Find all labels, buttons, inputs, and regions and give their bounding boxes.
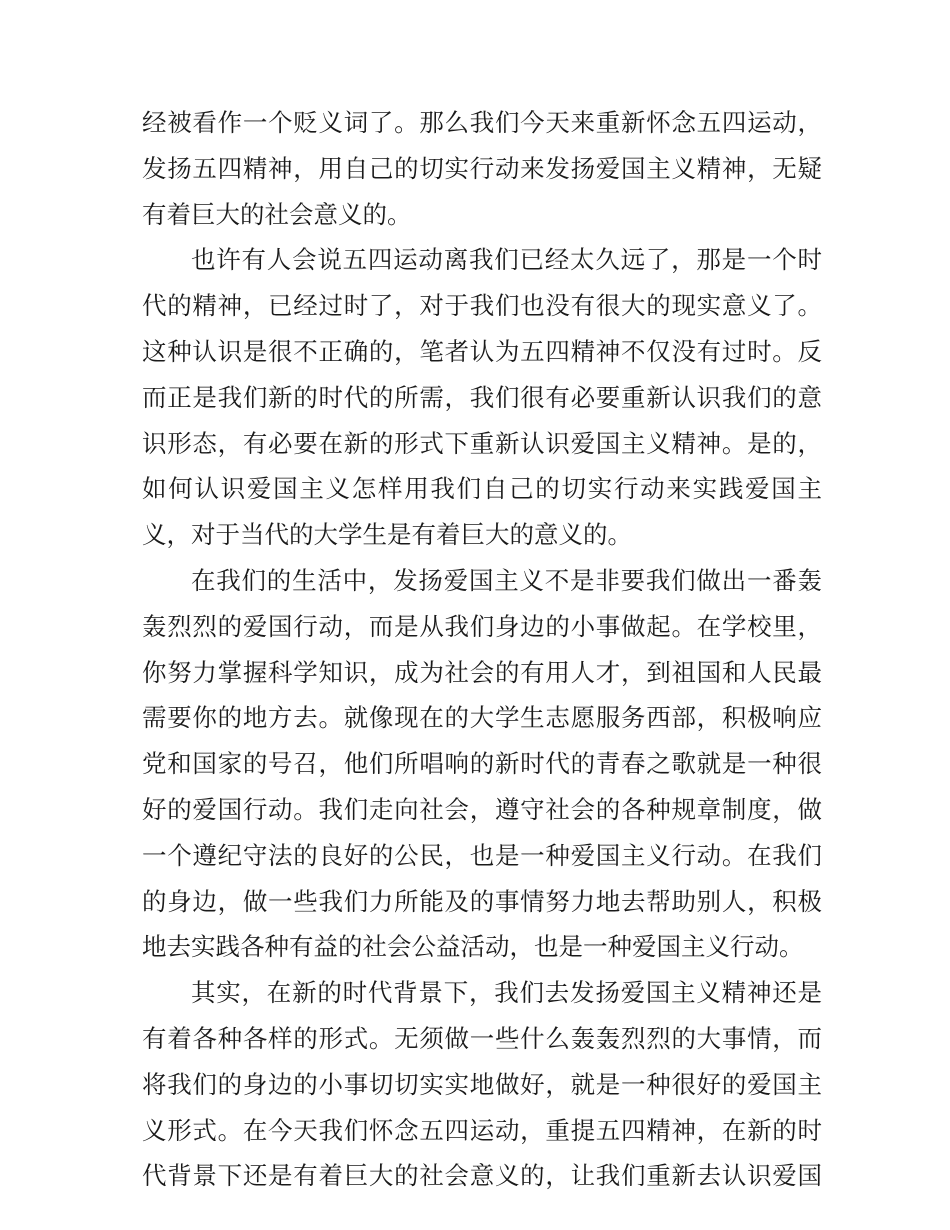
text-line: 其实，在新的时代背景下，我们去发扬爱国主义精神还是 [191,978,822,1008]
text-line: 将我们的身边的小事切切实实地做好，就是一种很好的爱国主 [142,1069,822,1099]
text-line: 有着各种各样的形式。无须做一些什么轰轰烈烈的大事情，而 [142,1023,822,1053]
body-text [142,100,822,1199]
text-line: 如何认识爱国主义怎样用我们自己的切实行动来实践爱国主 [142,474,822,504]
text-line: 识形态，有必要在新的形式下重新认识爱国主义精神。是的， [142,428,822,458]
text-line: 代背景下还是有着巨大的社会意义的，让我们重新去认识爱国 [142,1161,822,1191]
text-line: 好的爱国行动。我们走向社会，遵守社会的各种规章制度，做 [142,794,822,824]
text-line: 代的精神，已经过时了，对于我们也没有很大的现实意义了。 [142,291,822,321]
text-line: 义形式。在今天我们怀念五四运动，重提五四精神，在新的时 [142,1115,822,1145]
text-line: 经被看作一个贬义词了。那么我们今天来重新怀念五四运动， [142,108,822,137]
text-line: 而正是我们新的时代的所需，我们很有必要重新认识我们的意 [142,382,822,412]
text-line: 也许有人会说五四运动离我们已经太久远了，那是一个时 [191,245,822,275]
text-line: 轰烈烈的爱国行动，而是从我们身边的小事做起。在学校里， [142,611,822,641]
text-line: 你努力掌握科学知识，成为社会的有用人才，到祖国和人民最 [142,657,822,687]
text-line: 需要你的地方去。就像现在的大学生志愿服务西部，积极响应 [142,703,822,733]
text-line: 在我们的生活中，发扬爱国主义不是非要我们做出一番轰 [191,565,822,595]
text-line: 党和国家的号召，他们所唱响的新时代的青春之歌就是一种很 [142,749,822,779]
text-line: 义，对于当代的大学生是有着巨大的意义的。 [142,520,632,550]
text-line: 这种认识是很不正确的，笔者认为五四精神不仅没有过时。反 [142,336,822,366]
text-line: 的身边，做一些我们力所能及的事情努力地去帮助别人，积极 [142,886,822,916]
text-line: 地去实践各种有益的社会公益活动，也是一种爱国主义行动。 [142,932,804,962]
text-line: 一个遵纪守法的良好的公民，也是一种爱国主义行动。在我们 [142,840,822,870]
text-line: 发扬五四精神，用自己的切实行动来发扬爱国主义精神，无疑 [142,153,822,183]
text-line: 有着巨大的社会意义的。 [142,199,412,229]
